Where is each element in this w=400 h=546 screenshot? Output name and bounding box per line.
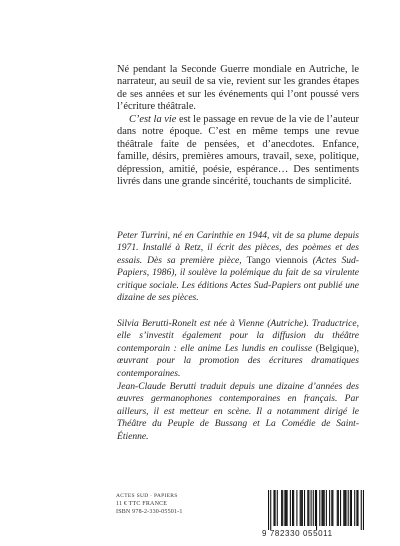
barcode-bar bbox=[323, 490, 324, 526]
barcode-bar bbox=[338, 490, 339, 526]
bio-turrini-part-b: (Actes Sud-Papiers, 1986), il soulève la polémique du fait de sa virulente critique sociale. Les éditions Actes Sud-Papiers ont publié une dizaine de ses pièces. bbox=[117, 254, 359, 304]
barcode-icon bbox=[268, 490, 364, 532]
bio-jeanclaude-text: Jean-Claude Berutti traduit depuis une dizaine d’années des œuvres germanophones contemporaines en français. Par ailleurs, il est metteur en scène. Il a notamment dirigé le Théâtre du Peuple de Bussang et La Comédie de Saint-Étienne. bbox=[117, 381, 359, 442]
barcode-bar bbox=[300, 490, 301, 526]
barcode-bar bbox=[316, 490, 317, 530]
barcode-bar bbox=[275, 490, 276, 526]
bio-turrini-part-a: Peter Turrini, né en Carinthie en 1944, vit de sa plume depuis 1971. Installé à Retz, il écrit des pièces, des poèmes et des essais. Dès sa première pièce, bbox=[117, 230, 359, 266]
barcode-bar bbox=[315, 490, 316, 526]
barcode-bar bbox=[356, 490, 357, 526]
barcode-bar bbox=[308, 490, 309, 526]
bio-silvia bbox=[117, 318, 359, 380]
barcode-bar bbox=[285, 490, 286, 526]
barcode-bar bbox=[273, 490, 274, 526]
summary-paragraph-1: Né pendant la Seconde Guerre mondiale en Autriche, le narrateur, au seuil de sa vie, revient sur les grandes étapes de ses années et sur les événements qui l’ont poussé vers l’écriture théâtrale. bbox=[117, 64, 359, 113]
barcode-bar bbox=[282, 490, 283, 526]
bio-turrini-play-title: Tango viennois bbox=[246, 254, 308, 266]
barcode-bar bbox=[340, 490, 341, 526]
barcode-bar bbox=[344, 490, 345, 526]
barcode-bar bbox=[277, 490, 278, 526]
isbn: ISBN 978-2-330-05501-1 bbox=[116, 509, 183, 515]
bio-turrini bbox=[117, 230, 359, 305]
barcode-bar bbox=[319, 490, 320, 526]
barcode-bar bbox=[270, 490, 271, 530]
barcode-bar bbox=[311, 490, 312, 526]
barcode-bar bbox=[321, 490, 322, 526]
barcode-bar bbox=[332, 490, 333, 526]
barcode-graphic bbox=[268, 490, 364, 530]
barcode-bar bbox=[296, 490, 297, 526]
bio-silvia-text bbox=[117, 318, 359, 380]
summary-paragraph-2 bbox=[117, 114, 359, 189]
bio-jeanclaude bbox=[117, 381, 359, 443]
barcode-bar bbox=[268, 490, 269, 530]
barcode-bar bbox=[354, 490, 355, 526]
barcode-bar bbox=[304, 490, 305, 526]
price: 11 € TTC FRANCE bbox=[116, 501, 168, 507]
bio-silvia-country: (Belgique) bbox=[315, 342, 357, 354]
barcode-bar bbox=[326, 490, 327, 526]
barcode-bar bbox=[287, 490, 288, 526]
barcode-bar bbox=[363, 490, 364, 530]
barcode-bar bbox=[351, 490, 352, 526]
summary-block bbox=[117, 64, 359, 189]
barcode-bar bbox=[302, 490, 303, 526]
barcode-bar bbox=[361, 490, 362, 530]
barcode-bar bbox=[357, 490, 358, 526]
barcode-bar bbox=[350, 490, 351, 526]
barcode-bar bbox=[343, 490, 344, 526]
barcode-bar bbox=[290, 490, 291, 526]
imprint bbox=[116, 492, 183, 516]
barcode-bar bbox=[301, 490, 302, 526]
barcode-bar bbox=[348, 490, 349, 526]
bio-silvia-part-b: , œuvrant pour la promotion des écritures dramatiques contemporaines. bbox=[117, 342, 359, 379]
barcode-bar bbox=[313, 490, 314, 526]
barcode-bar bbox=[281, 490, 282, 526]
book-title: C’est la vie bbox=[129, 113, 177, 125]
barcode-bar bbox=[331, 490, 332, 526]
barcode-number: 9 782330 055011 bbox=[262, 529, 333, 538]
barcode-bar bbox=[345, 490, 346, 526]
barcode-bar bbox=[337, 490, 338, 526]
bio-turrini-text bbox=[117, 230, 359, 305]
bio-silvia-part-a: Silvia Berutti-Ronelt est née à Vienne (Autriche). Traductrice, elle s’investit également pour la diffusion du théâtre contemporain : elle anime Les lundis en coulisse bbox=[117, 318, 359, 354]
summary-paragraph-2-text: est le passage en revue de la vie de l’auteur dans notre époque. C’est en même temps une revue théâtrale faite de pensées, et d’anecdotes. Enfance, famille, désirs, premières amours, travail, sexe, politique, dépression, amitié, poésie, espérance… Des sentiments livrés dans une grande sincérité, touchants de simplicité. bbox=[117, 113, 359, 188]
barcode-bar bbox=[329, 490, 330, 526]
barcode-bar bbox=[292, 490, 293, 526]
publisher-name: ACTES SUD · PAPIERS bbox=[116, 493, 178, 499]
barcode-bar bbox=[284, 490, 285, 526]
barcode-bar bbox=[324, 490, 325, 526]
barcode-bar bbox=[307, 490, 308, 526]
barcode-bar bbox=[293, 490, 294, 526]
